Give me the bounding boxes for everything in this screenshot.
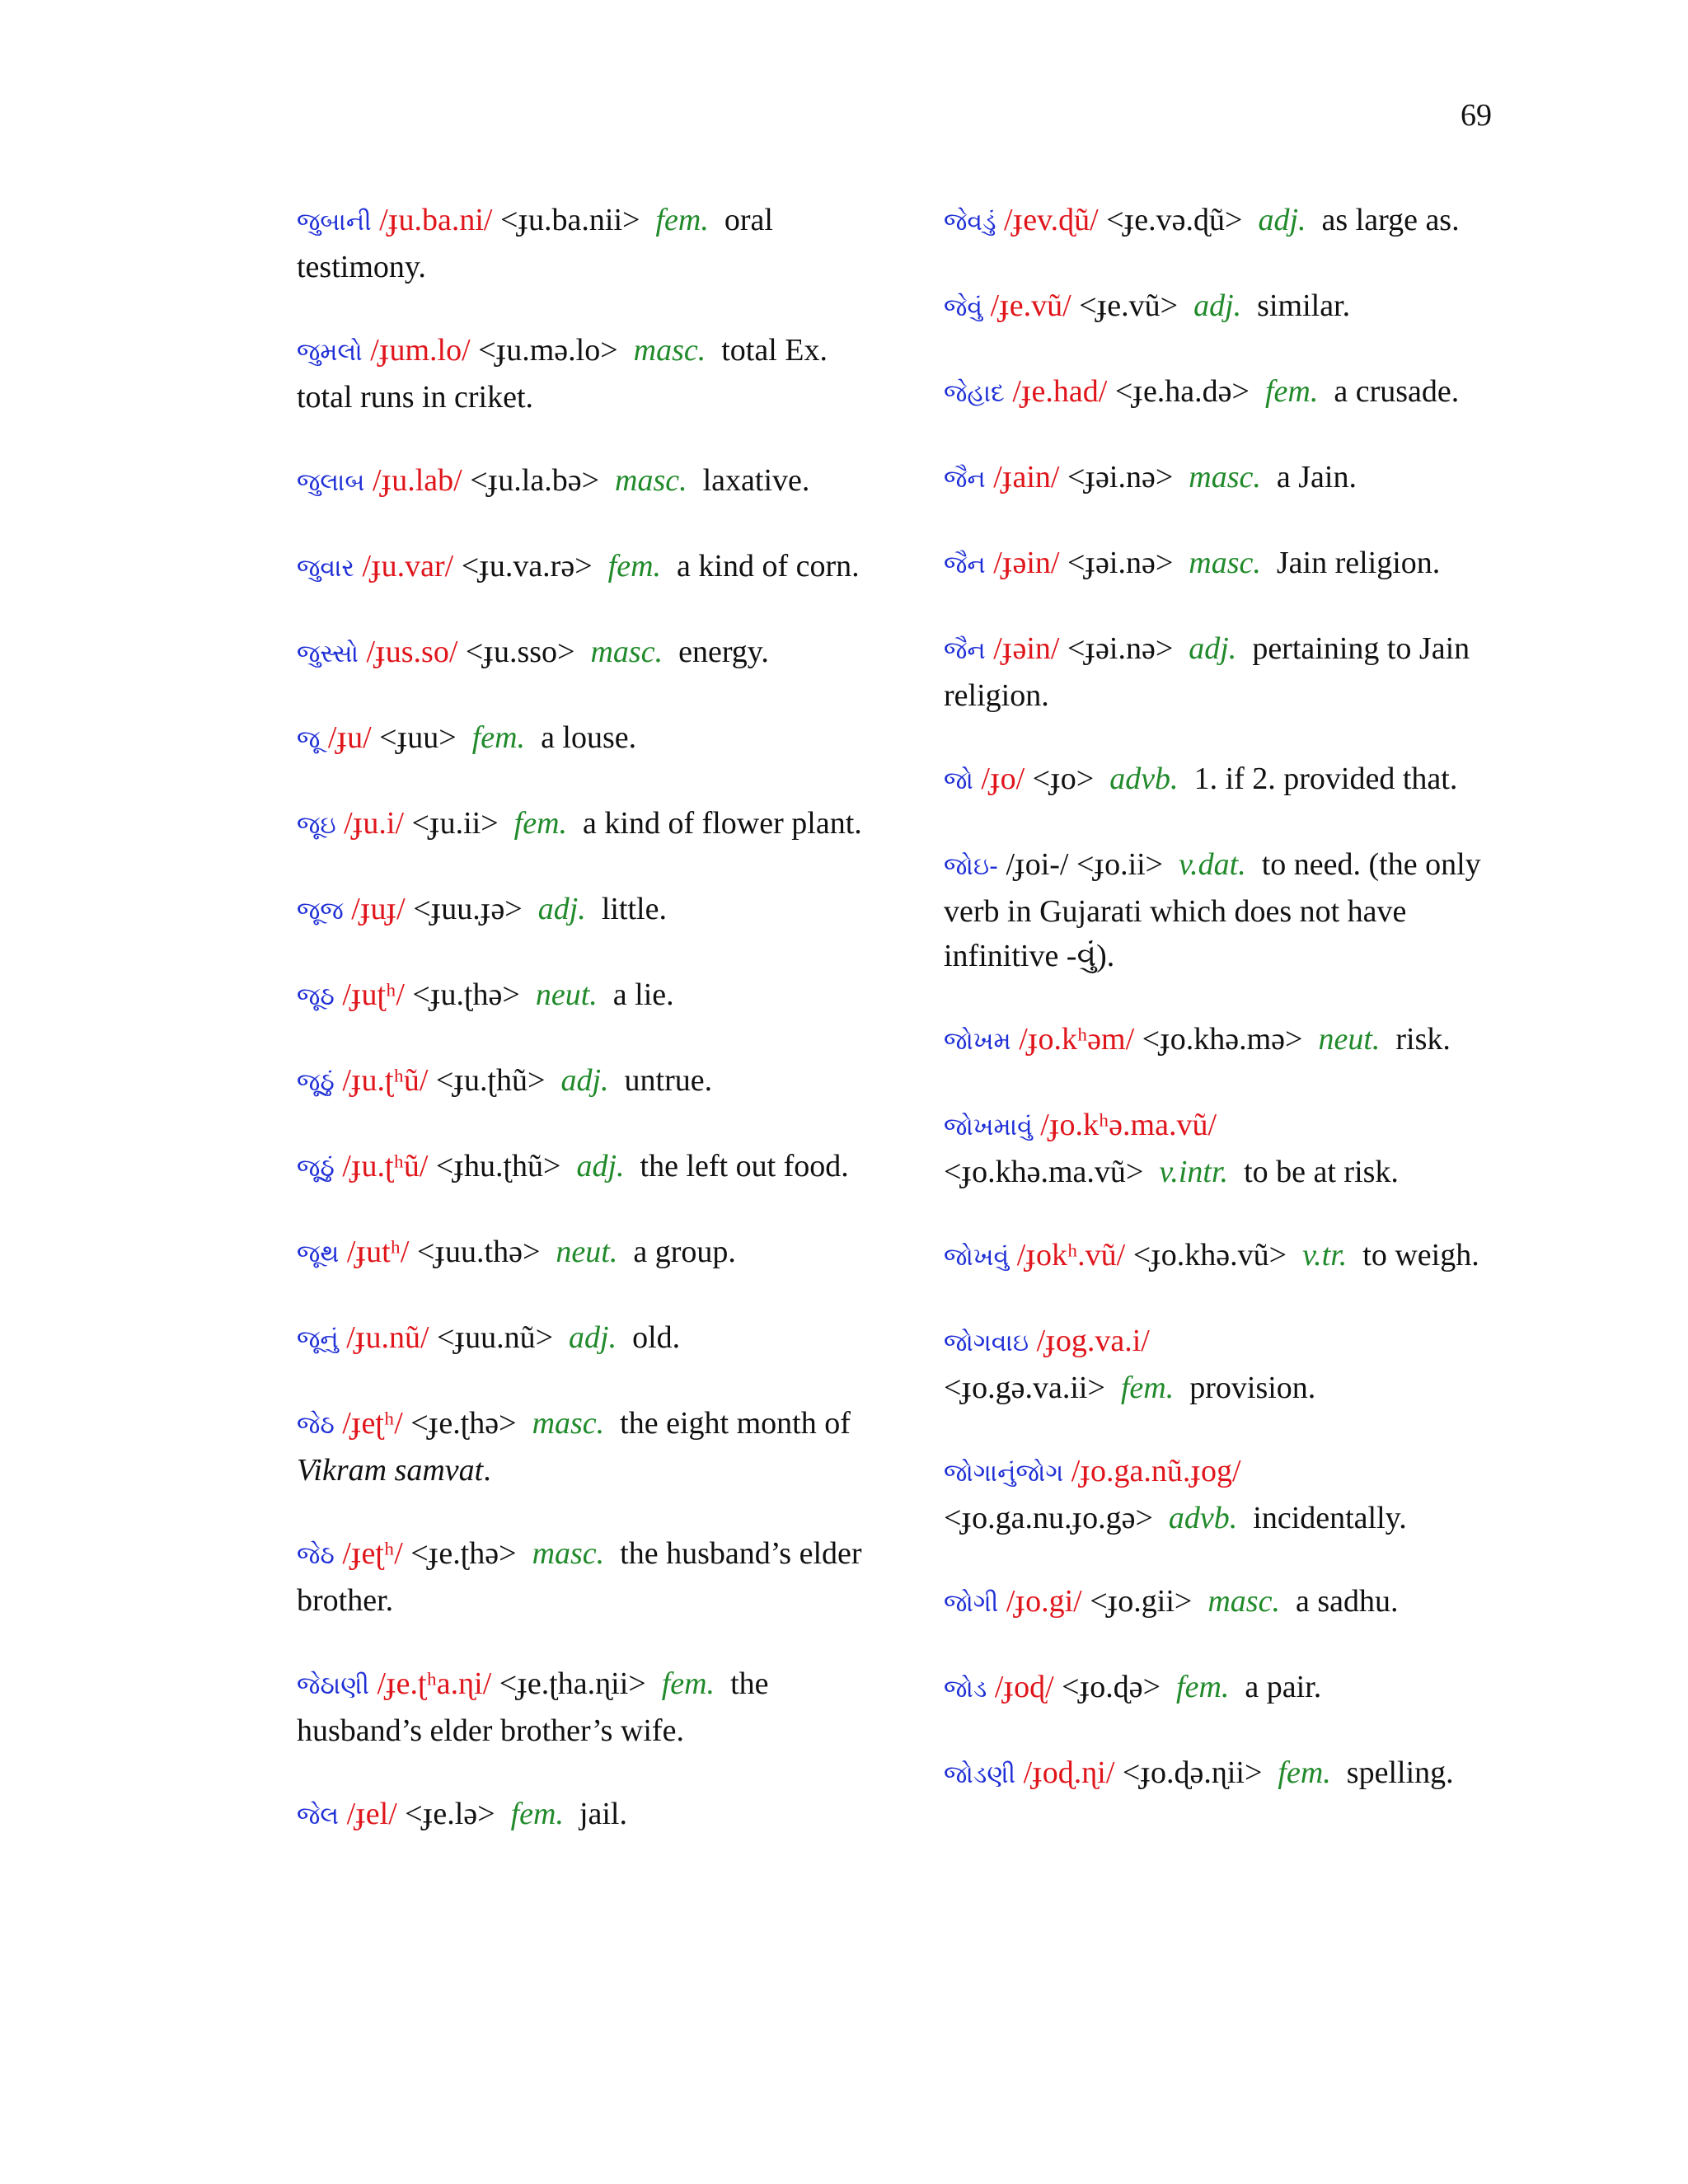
entry-pronunciation: /ɟeʈʰ/ bbox=[342, 1406, 403, 1441]
entry-part-of-speech: advb. bbox=[1168, 1501, 1238, 1535]
entry-pronunciation: /ɟel/ bbox=[346, 1797, 397, 1831]
entry-definition: Jain religion. bbox=[1276, 546, 1441, 580]
entry-pronunciation: /ɟəin/ bbox=[993, 631, 1060, 666]
entry-pronunciation: /ɟu/ bbox=[327, 720, 372, 755]
entry-definition: as large as. bbox=[1321, 203, 1460, 237]
entry-headword: જેવડું bbox=[944, 208, 996, 237]
entry-transliteration: <ɟuu.nũ> bbox=[437, 1320, 554, 1355]
dictionary-entry bbox=[297, 458, 874, 505]
entry-pronunciation: /ɟeʈʰ/ bbox=[342, 1536, 403, 1571]
entry-pronunciation: /ɟu.ʈʰũ/ bbox=[342, 1063, 429, 1098]
entry-pronunciation: /ɟo.gi/ bbox=[1006, 1584, 1082, 1619]
entry-headword: જુબાની bbox=[297, 208, 372, 237]
entry-headword: જૂઠું bbox=[297, 1068, 335, 1097]
entry-pronunciation: /ɟoi-/ bbox=[1006, 847, 1069, 882]
dictionary-entry bbox=[297, 1058, 874, 1105]
dictionary-entry bbox=[944, 757, 1504, 804]
entry-transliteration: <ɟo.khə.ma.vũ> bbox=[944, 1155, 1144, 1189]
entry-pronunciation: /ɟu.i/ bbox=[344, 806, 404, 841]
entry-part-of-speech: fem. bbox=[1120, 1371, 1175, 1405]
entry-definition: the husband’s elder brother. bbox=[297, 1536, 862, 1618]
dictionary-entry bbox=[297, 1230, 874, 1277]
entry-definition: a louse. bbox=[541, 720, 637, 755]
entry-transliteration: <ɟuu> bbox=[379, 720, 457, 755]
dictionary-entry bbox=[297, 801, 874, 848]
entry-pronunciation: /ɟoɖ/ bbox=[994, 1670, 1054, 1704]
dictionary-entry bbox=[944, 842, 1504, 978]
entry-transliteration: <ɟu.ba.nii> bbox=[499, 203, 640, 237]
entry-part-of-speech: advb. bbox=[1109, 762, 1179, 796]
entry-headword: જોડણી bbox=[944, 1760, 1016, 1789]
entry-transliteration: <ɟo.ɖə.ɳii> bbox=[1122, 1755, 1263, 1790]
entry-definition: the husband’s elder brother’s wife. bbox=[297, 1666, 769, 1748]
entry-transliteration: <ɟo.ɖə> bbox=[1062, 1670, 1161, 1704]
right-column bbox=[944, 198, 1504, 1836]
entry-definition: pertaining to Jain bbox=[1252, 631, 1470, 666]
entry-part-of-speech: adj. bbox=[569, 1320, 617, 1355]
entry-headword: જુલાબ bbox=[297, 468, 365, 497]
entry-definition: to be at risk. bbox=[1244, 1155, 1399, 1189]
dictionary-entry bbox=[297, 544, 874, 591]
entry-part-of-speech: adj. bbox=[576, 1149, 625, 1183]
entry-part-of-speech: fem. bbox=[655, 203, 709, 237]
entry-headword: જોખમ bbox=[944, 1027, 1011, 1056]
entry-definition: a kind of corn. bbox=[677, 549, 860, 583]
entry-pronunciation: /ɟu.ba.ni/ bbox=[379, 203, 493, 237]
entry-definition: little. bbox=[601, 892, 667, 926]
entry-definition: a lie. bbox=[612, 977, 674, 1012]
entry-part-of-speech: fem. bbox=[607, 549, 662, 583]
dictionary-entry bbox=[297, 1531, 874, 1623]
entry-part-of-speech: fem. bbox=[661, 1666, 715, 1701]
entry-part-of-speech: masc. bbox=[1207, 1584, 1280, 1619]
entry-headword: જોઇ- bbox=[944, 852, 998, 881]
dictionary-entry bbox=[944, 284, 1504, 330]
entry-definition: a crusade. bbox=[1334, 374, 1460, 409]
entry-definition: old. bbox=[632, 1320, 681, 1355]
entry-transliteration: <ɟo.gə.va.ii> bbox=[944, 1371, 1105, 1405]
entry-headword: જૂ bbox=[297, 725, 321, 754]
entry-pronunciation: /ɟu.lab/ bbox=[373, 463, 462, 498]
entry-headword: જૂનું bbox=[297, 1325, 339, 1354]
entry-transliteration: <ɟo.khə.mə> bbox=[1142, 1022, 1303, 1057]
entry-definition: provision. bbox=[1189, 1371, 1316, 1405]
entry-part-of-speech: fem. bbox=[1176, 1670, 1230, 1704]
entry-definition: oral testimony. bbox=[297, 203, 773, 284]
entry-pronunciation: /ɟokʰ.vũ/ bbox=[1016, 1238, 1126, 1272]
entry-transliteration: <ɟu.ii> bbox=[411, 806, 499, 841]
dictionary-entry bbox=[944, 626, 1504, 718]
entry-definition: a group. bbox=[633, 1235, 736, 1269]
dictionary-entry bbox=[944, 1017, 1504, 1064]
entry-headword: જોખવું bbox=[944, 1243, 1010, 1272]
entry-definition: jail. bbox=[579, 1797, 627, 1831]
entry-part-of-speech: adj. bbox=[560, 1063, 609, 1098]
dictionary-entry bbox=[944, 1579, 1504, 1626]
entry-definition: 1. if 2. provided that. bbox=[1193, 762, 1458, 796]
dictionary-entry bbox=[297, 1661, 874, 1753]
dictionary-entry bbox=[944, 1233, 1504, 1280]
entry-definition: a pair. bbox=[1245, 1670, 1322, 1704]
dictionary-entry bbox=[944, 541, 1504, 588]
entry-headword: જેહાદ bbox=[944, 379, 1005, 408]
entry-headword: જોગવાઇ bbox=[944, 1329, 1029, 1357]
entry-definition: a sadhu. bbox=[1295, 1584, 1399, 1619]
entry-headword: જૂઠું bbox=[297, 1154, 335, 1183]
dictionary-entry bbox=[297, 1401, 874, 1493]
dictionary-entry bbox=[297, 715, 874, 762]
entry-transliteration: <ɟo> bbox=[1032, 762, 1095, 796]
entry-transliteration: <ɟo.ii> bbox=[1076, 847, 1164, 882]
dictionary-entry bbox=[944, 1449, 1504, 1540]
entry-definition: risk. bbox=[1395, 1022, 1451, 1057]
entry-definition: the left out food. bbox=[640, 1149, 849, 1183]
entry-transliteration: <ɟu.va.rə> bbox=[461, 549, 593, 583]
entry-pronunciation: /ɟu.var/ bbox=[362, 549, 454, 583]
entry-part-of-speech: v.tr. bbox=[1302, 1238, 1348, 1272]
entry-part-of-speech: masc. bbox=[590, 635, 663, 669]
dictionary-entry bbox=[297, 1144, 874, 1191]
entry-headword: જુમલો bbox=[297, 338, 363, 367]
entry-part-of-speech: masc. bbox=[615, 463, 687, 498]
entry-headword: જેઠ bbox=[297, 1541, 335, 1570]
entry-pronunciation: /ɟu.nũ/ bbox=[346, 1320, 429, 1355]
entry-definition: laxative. bbox=[702, 463, 810, 498]
entry-headword: જો bbox=[944, 766, 973, 795]
entry-definition: to weigh. bbox=[1362, 1238, 1479, 1272]
entry-definition: incidentally. bbox=[1253, 1501, 1407, 1535]
entry-transliteration: <ɟe.lə> bbox=[405, 1797, 495, 1831]
entry-transliteration: <ɟəi.nə> bbox=[1067, 631, 1174, 666]
entry-transliteration: <ɟo.ga.nu.ɟo.gə> bbox=[944, 1501, 1153, 1535]
dictionary-entry bbox=[297, 198, 874, 289]
entry-part-of-speech: neut. bbox=[1318, 1022, 1381, 1057]
entry-pronunciation: /ɟo.kʰəm/ bbox=[1019, 1022, 1135, 1057]
entry-pronunciation: /ɟu.ʈʰũ/ bbox=[342, 1149, 429, 1183]
entry-part-of-speech: masc. bbox=[532, 1536, 605, 1571]
entry-headword: જૂજ bbox=[297, 897, 344, 926]
entry-transliteration: <ɟuu.thə> bbox=[416, 1235, 541, 1269]
dictionary-entry bbox=[297, 1792, 874, 1839]
entry-part-of-speech: fem. bbox=[471, 720, 526, 755]
entry-definition: total Ex. total runs in criket. bbox=[297, 333, 828, 415]
dictionary-entry bbox=[297, 972, 874, 1019]
entry-headword: જૂઠ bbox=[297, 982, 335, 1011]
entry-part-of-speech: fem. bbox=[1264, 374, 1319, 409]
dictionary-entry bbox=[297, 328, 874, 419]
entry-transliteration: <ɟe.ʈhə> bbox=[410, 1406, 517, 1441]
entry-pronunciation: /ɟe.vũ/ bbox=[990, 288, 1071, 323]
entry-part-of-speech: v.dat. bbox=[1179, 847, 1246, 882]
entry-transliteration: <ɟəi.nə> bbox=[1067, 546, 1174, 580]
entry-definition: a kind of flower plant. bbox=[583, 806, 862, 841]
entry-definition-tail: . bbox=[483, 1453, 491, 1488]
entry-pronunciation: /ɟuʈʰ/ bbox=[342, 977, 405, 1012]
entry-transliteration: <ɟe.ʈha.ɳii> bbox=[499, 1666, 646, 1701]
entry-headword: જેવું bbox=[944, 293, 983, 322]
entry-transliteration: <ɟo.gii> bbox=[1090, 1584, 1193, 1619]
entry-transliteration: <ɟuu.ɟə> bbox=[413, 892, 523, 926]
entry-definition-continued: religion. bbox=[944, 678, 1049, 713]
dictionary-entry bbox=[944, 369, 1504, 416]
entry-transliteration: <ɟu.la.bə> bbox=[470, 463, 600, 498]
entry-headword: જૈન bbox=[944, 551, 986, 579]
entry-definition: the eight month of bbox=[620, 1406, 851, 1441]
entry-transliteration: <ɟu.mə.lo> bbox=[478, 333, 618, 368]
entry-pronunciation: /ɟo.kʰə.ma.vũ/ bbox=[1040, 1108, 1217, 1142]
entry-definition-italic: Vikram samvat bbox=[297, 1453, 484, 1488]
entry-headword: જૈન bbox=[944, 636, 986, 665]
entry-definition: energy. bbox=[678, 635, 769, 669]
entry-transliteration: <ɟu.ʈhũ> bbox=[435, 1063, 546, 1098]
entry-transliteration: <ɟu.sso> bbox=[465, 635, 575, 669]
dictionary-entry bbox=[297, 630, 874, 677]
dictionary-entry bbox=[297, 887, 874, 934]
entry-headword: જોડ bbox=[944, 1675, 987, 1704]
entry-pronunciation: /ɟev.ɖũ/ bbox=[1004, 203, 1099, 237]
dictionary-entry bbox=[944, 1103, 1504, 1194]
entry-definition: spelling. bbox=[1346, 1755, 1454, 1790]
entry-headword: જેઠાણી bbox=[297, 1671, 369, 1700]
entry-pronunciation: /ɟus.so/ bbox=[366, 635, 458, 669]
entry-transliteration: <ɟo.khə.vũ> bbox=[1132, 1238, 1287, 1272]
entry-definition: untrue. bbox=[624, 1063, 713, 1098]
entry-transliteration: <ɟe.vũ> bbox=[1079, 288, 1179, 323]
entry-pronunciation: /ɟum.lo/ bbox=[370, 333, 471, 368]
entry-pronunciation: /ɟəin/ bbox=[993, 546, 1060, 580]
entry-part-of-speech: adj. bbox=[1193, 288, 1242, 323]
entry-part-of-speech: masc. bbox=[1189, 546, 1261, 580]
entry-transliteration: <ɟe.ʈhə> bbox=[410, 1536, 517, 1571]
entry-transliteration: <ɟu.ʈhə> bbox=[412, 977, 520, 1012]
dictionary-entry bbox=[944, 1750, 1504, 1797]
entry-pronunciation: /ɟoɖ.ɳi/ bbox=[1023, 1755, 1115, 1790]
entry-headword: જુવાર bbox=[297, 554, 354, 583]
dictionary-entry bbox=[297, 1315, 874, 1362]
entry-headword: જૂઇ bbox=[297, 811, 336, 840]
dictionary-entry bbox=[944, 198, 1504, 245]
entry-headword: જૈન bbox=[944, 465, 986, 494]
entry-part-of-speech: fem. bbox=[513, 806, 568, 841]
entry-part-of-speech: adj. bbox=[537, 892, 586, 926]
left-column bbox=[297, 198, 874, 1877]
entry-headword: જુસ્સો bbox=[297, 640, 359, 668]
dictionary-entry bbox=[944, 1665, 1504, 1712]
entry-pronunciation: /ɟog.va.i/ bbox=[1036, 1324, 1150, 1358]
entry-headword: જોગી bbox=[944, 1589, 999, 1618]
entry-transliteration: <ɟhu.ʈhũ> bbox=[435, 1149, 561, 1183]
dictionary-entry bbox=[944, 455, 1504, 502]
entry-part-of-speech: masc. bbox=[1189, 460, 1261, 494]
entry-headword: જેલ bbox=[297, 1802, 340, 1830]
entry-pronunciation: /ɟe.had/ bbox=[1012, 374, 1108, 409]
entry-headword: જૂથ bbox=[297, 1240, 340, 1268]
entry-pronunciation: /ɟain/ bbox=[993, 460, 1060, 494]
entry-part-of-speech: adj. bbox=[1258, 203, 1306, 237]
entry-definition: similar. bbox=[1257, 288, 1351, 323]
entry-headword: જેઠ bbox=[297, 1411, 335, 1440]
entry-part-of-speech: fem. bbox=[1278, 1755, 1331, 1790]
entry-definition: to need. (the only verb in Gujarati which does not have infinitive -વું). bbox=[944, 847, 1481, 973]
entry-transliteration: <ɟe.və.ɖũ> bbox=[1106, 203, 1243, 237]
entry-pronunciation: /ɟo/ bbox=[981, 762, 1025, 796]
entry-pronunciation: /ɟe.ʈʰa.ɳi/ bbox=[377, 1666, 492, 1701]
entry-transliteration: <ɟe.ha.də> bbox=[1114, 374, 1250, 409]
entry-headword: જોગાનુંજોગ bbox=[944, 1459, 1064, 1488]
entry-part-of-speech: adj. bbox=[1189, 631, 1237, 666]
entry-pronunciation: /ɟuɟ/ bbox=[351, 892, 406, 926]
entry-part-of-speech: masc. bbox=[532, 1406, 605, 1441]
entry-part-of-speech: masc. bbox=[633, 333, 706, 368]
entry-pronunciation: /ɟutʰ/ bbox=[346, 1235, 410, 1269]
page-number: 69 bbox=[1461, 98, 1492, 133]
entry-pronunciation: /ɟo.ga.nũ.ɟog/ bbox=[1071, 1454, 1241, 1488]
entry-part-of-speech: v.intr. bbox=[1159, 1155, 1229, 1189]
entry-transliteration: <ɟəi.nə> bbox=[1067, 460, 1174, 494]
entry-part-of-speech: neut. bbox=[535, 977, 598, 1012]
dictionary-entry bbox=[944, 1319, 1504, 1410]
entry-part-of-speech: neut. bbox=[556, 1235, 618, 1269]
entry-headword: જોખમાવું bbox=[944, 1113, 1033, 1141]
entry-definition: a Jain. bbox=[1276, 460, 1357, 494]
entry-part-of-speech: fem. bbox=[510, 1797, 564, 1831]
